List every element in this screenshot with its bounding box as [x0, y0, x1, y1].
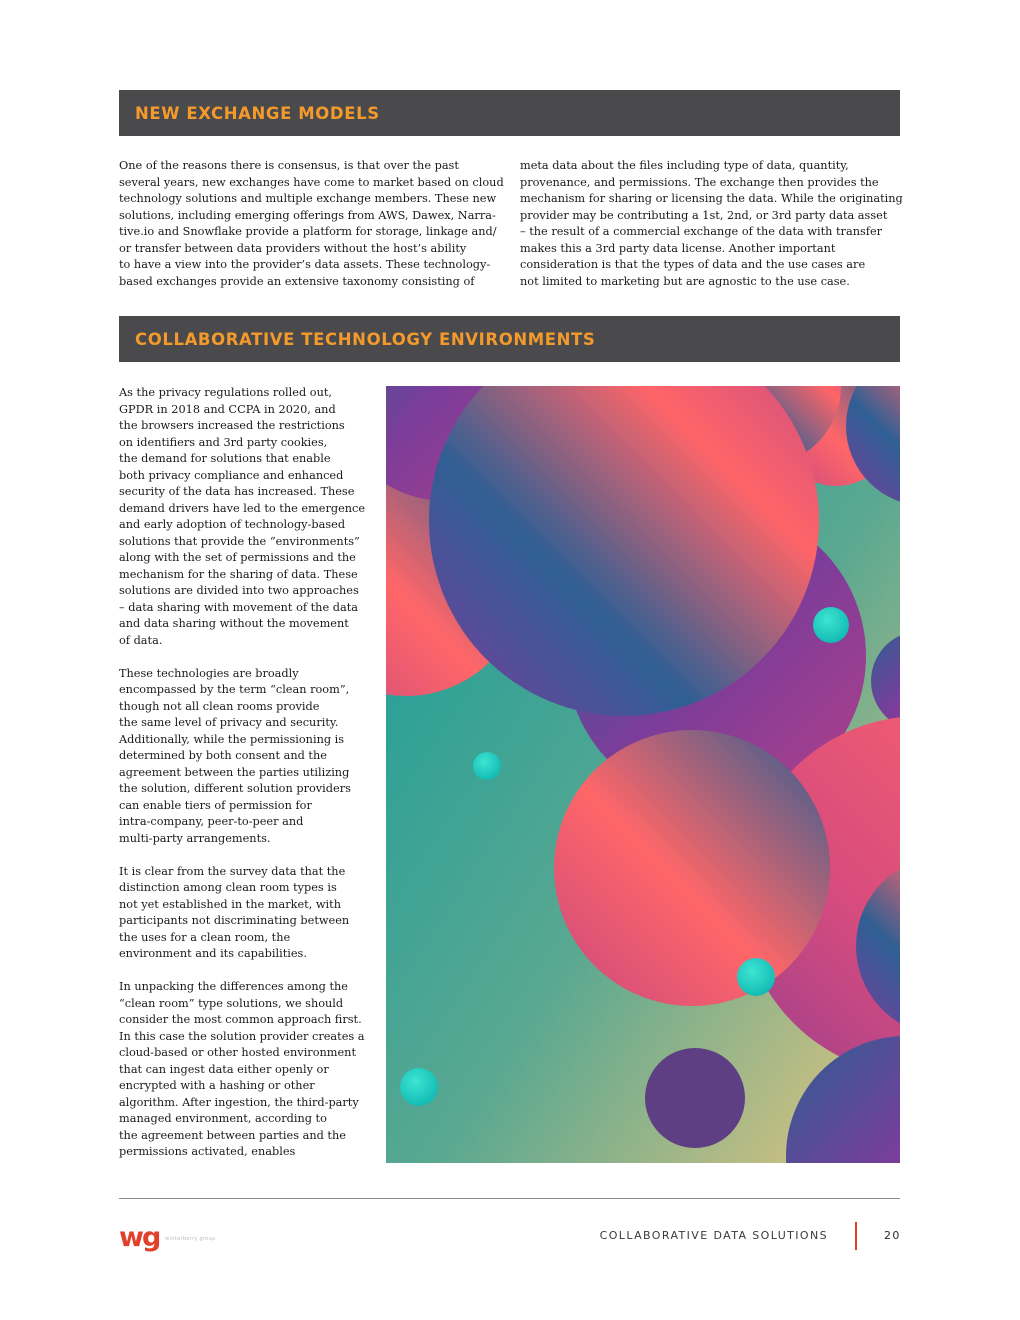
footer-document-title: COLLABORATIVE DATA SOLUTIONS — [599, 1229, 828, 1242]
company-logo — [119, 1222, 216, 1253]
paragraph: In unpacking the differences among the “clean room” type solutions, we should consider the most common approach first. In this case the solution provider creates a cloud-based or other hosted environment that can ingest data either openly or encrypted with a hashing or other algorithm. After ingestion, the third-party managed environment, according to the agreement between parties and the permissions activated, enables — [119, 980, 365, 1158]
section-header-new-exchange-models — [119, 90, 900, 136]
section-title: NEW EXCHANGE MODELS — [135, 103, 380, 123]
sidebar-text — [119, 385, 379, 1177]
logo-wordmark: winterberry group — [165, 1236, 216, 1242]
logo-mark: wg — [119, 1222, 160, 1253]
abstract-spheres-illustration — [386, 386, 900, 1163]
paragraph: It is clear from the survey data that the distinction among clean room types is not yet established in the market, with participants not discriminating between the uses for a clean room, the environment and its capabilities. — [119, 864, 350, 960]
body-column-right: meta data about the files including type of data, quantity, provenance, and permissions. The exchange then provides the mechanism for sharing or licensing the data. While the originating provider may be contributing a 1st, 2nd, or 3rd party data asset – the result of a commercial exchange of the data with transfer makes this a 3rd party data license. Another important consideration is that the types of data and the use cases are not limited to marketing but are agnostic to the use case. — [520, 159, 903, 288]
paragraph: As the privacy regulations rolled out, GPDR in 2018 and CCPA in 2020, and the browsers increased the restrictions on identifiers and 3rd party cookies, the demand for solutions that enable both privacy compliance and enhanced security of the data has increased. These demand drivers have led to the emergence and early adoption of technology-based solutions that provide the “environments” along with the set of permissions and the mechanism for the sharing of data. These solutions are divided into two approaches – data sharing with movement of the data and data sharing without the movement of data. — [119, 386, 366, 647]
paragraph: These technologies are broadly encompassed by the term “clean room”, though not all clean rooms provide the same level of privacy and security. Additionally, while the permissioning is determined by both consent and the agreement between the parties utilizing the solution, different solution providers can enable tiers of permission for intra-company, peer-to-peer and multi-party arrangements. — [119, 666, 351, 845]
section-header-collaborative-environments — [119, 316, 900, 362]
page-number: 20 — [884, 1229, 901, 1242]
section-title: COLLABORATIVE TECHNOLOGY ENVIRONMENTS — [135, 329, 596, 349]
footer-divider — [119, 1198, 900, 1199]
footer-separator — [855, 1222, 857, 1250]
body-column-left: One of the reasons there is consensus, is that over the past several years, new exchanges have come to market based on cloud technology solutions and multiple exchange members. These new solutions, including emerging offerings from AWS, Dawex, Narra- tive.io and Snowflake provide a platform for storage, linkage and/ or transfer between data providers without the host’s ability to have a view into the provider’s data assets. These technology- based exchanges provide an extensive taxonomy consisting of — [119, 159, 504, 288]
